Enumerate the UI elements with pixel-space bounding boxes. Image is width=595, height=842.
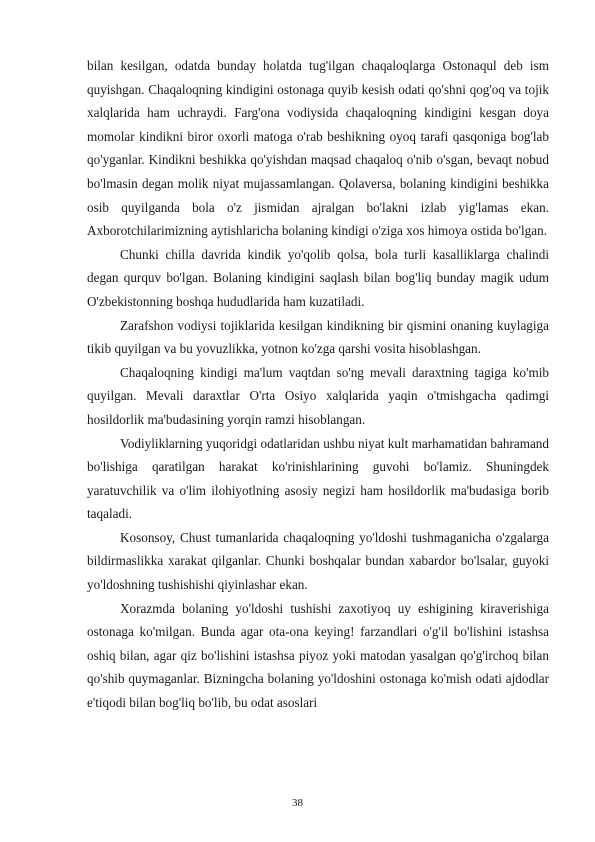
paragraph-2: Chunki chilla davrida kindik yo'qolib qolsa, bola turli kasalliklarga chalindi degan qurquv bo'lgan. Bolaning kindigini saqlash bilan bog'liq bunday magik udum O'zbekistonning boshqa hududlarida ham kuzatiladi. [87,246,549,309]
page-number: 38 [292,797,303,809]
paragraph-5: Vodiyliklarning yuqoridgi odatlaridan ushbu niyat kult marhamatidan bahramand bo'lishiga qaratilgan harakat ko'rinishlarining guvohi bo'lamiz. Shuningdek yaratuvchilik va o'lim ilohiyotlning asosiy negizi ham hosildorlik ma'budasiga borib taqaladi. [87,435,549,522]
paragraph-7: Xorazmda bolaning yo'ldoshi tushishi zaxotiyoq uy eshigining kiraverishiga ostonaga ko'milgan. Bunda agar ota-ona keying! farzandlari o'g'il bo'lishini istashsa oshiq bilan, agar qiz bo'lishini istashsa piyoz yoki matodan yasalgan qo'g'irchoq bilan qo'shib quymaganlar. Bizningcha bolaning yo'ldoshini ostonaga ko'mish odati ajdodlar e'tiqodi bilan bog'liq bo'lib, bu odat asoslari [87,600,549,711]
paragraph-4: Chaqaloqning kindigi ma'lum vaqtdan so'ng mevali daraxtning tagiga ko'mib quyilgan. Mevali daraxtlar O'rta Osiyo xalqlarida yaqin o'tmishgacha qadimgi hosildorlik ma'budasining yorqin ramzi hisoblangan. [87,364,549,427]
paragraph-3: Zarafshon vodiysi tojiklarida kesilgan kindikning bir qismini onaning kuylagiga tikib quyilgan va bu yovuzlikka, yotnon ko'zga qarshi vosita hisoblashgan. [87,317,549,357]
paragraph-6: Kosonsoy, Chust tumanlarida chaqaloqning yo'ldoshi tushmaganicha o'zgalarga bildirmaslikka xarakat qilganlar. Chunki boshqalar bundan xabardor bo'lsalar, guyoki yo'ldoshning tushishishi qiyinlashar ekan. [87,529,549,593]
paragraph-1: bilan kesilgan, odatda bunday holatda tug'ilgan chaqaloqlarga Ostonaqul deb ism quyishgan. Chaqaloqning kindigini ostonaga quyib kesish odati qo'shni qog'oq va tojik xalqlarida ham uchraydi. Farg'ona vodiysida chaqaloqning kindigini kesgan doya momolar kindikni biror oxorli matoga o'rab beshikning oyoq tarafi qasqoniga bog'lab qo'yganlar. Kindikni beshikka qo'yishdan maqsad chaqaloq o'nib o'sgan, bevaqt nobud bo'lmasin degan molik niyat mujassamlangan. Qolaversa, bolaning kindigini beshikka osib quyilganda bola o'z jismidan ajralgan bo'lakni izlab yig'lamas ekan. Axborotchilarimizning aytishlaricha bolaning kindigi o'ziga xos himoya ostida bo'lgan. [87,58,549,239]
document-body [87,54,549,715]
